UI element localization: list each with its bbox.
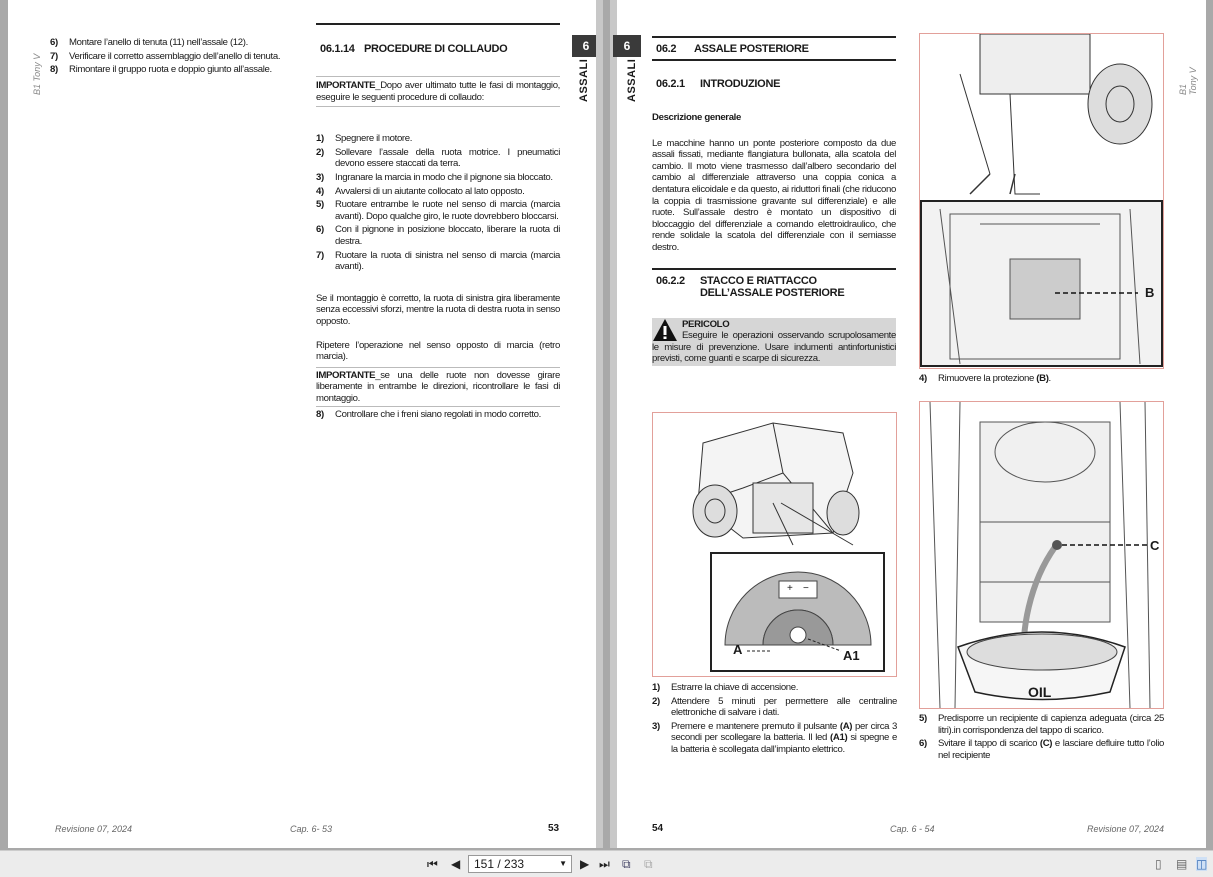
chapter-name: ASSALI (578, 58, 590, 102)
first-page-icon[interactable]: ⏮ (427, 857, 438, 871)
section-title: PROCEDURE DI COLLAUDO (364, 43, 508, 55)
subsection-heading (656, 275, 896, 299)
page-selector[interactable] (468, 855, 572, 873)
last-page-icon[interactable]: ⏭ (599, 857, 610, 871)
list-item (652, 696, 897, 719)
label-a: A (733, 642, 743, 657)
list-item (919, 373, 1051, 385)
section-heading (656, 43, 896, 55)
item-text: Controllare che i freni siano regolati in modo corretto. (335, 409, 541, 421)
disconnect-steps (652, 682, 897, 758)
important-label: IMPORTANTE (316, 369, 376, 381)
oil-drain-figure (919, 401, 1164, 709)
previous-page-icon[interactable]: ◀ (451, 857, 461, 871)
battery-switch-figure (652, 412, 897, 677)
important-note (316, 77, 560, 106)
drain-steps (919, 713, 1164, 763)
list-item (316, 186, 560, 198)
text: e lasciare defluire tutto l’olio nel recipiente (938, 738, 1164, 761)
warning-icon (652, 318, 678, 342)
page-54 (610, 0, 1206, 848)
item-text: Con il pignone in posizione bloccato, liberare la ruota di destra. (335, 224, 560, 247)
list-item (652, 721, 897, 756)
chapter-tab: 6 (613, 35, 641, 57)
item-number: 4) (316, 185, 324, 197)
warning-title: PERICOLO (682, 318, 730, 330)
single-page-view-icon[interactable]: ▯ (1155, 857, 1162, 871)
item-number: 8) (50, 64, 58, 76)
item-text: Rimontare il gruppo ruota e doppio giunto all’assale. (69, 64, 272, 76)
item-text: Montare l’anello di tenuta (11) nell’assale (12). (69, 37, 248, 48)
item-text (671, 721, 897, 756)
page-53 (8, 0, 603, 848)
item-text: Attendere 5 minuti per permettere alle centraline elettroniche di salvare i dati. (671, 695, 897, 719)
list-item (316, 199, 560, 222)
item-number: 5) (919, 713, 927, 724)
item-text: Ruotare entrambe le ruote nel senso di marcia (marcia avanti). Dopo qualche giro, le ruote dovrebbero bloccarsi. (335, 199, 560, 222)
item-number: 5) (316, 199, 324, 211)
text: per circa 3 secondi per scollegare la batteria. Il led (671, 720, 897, 744)
section-number: 06.1.14 (320, 43, 355, 55)
subsection-title: INTRODUZIONE (700, 78, 781, 90)
chapter-name: ASSALI (626, 58, 638, 102)
section-rule (316, 23, 560, 25)
ref: (A1) (830, 732, 848, 744)
two-page-view-icon[interactable]: ◫ (1196, 857, 1208, 871)
important-label: IMPORTANTE (316, 80, 376, 91)
list-item (50, 64, 300, 76)
text: Premere e mantenere premuto il pulsante (671, 720, 840, 732)
section-heading (320, 43, 560, 55)
page-number: 53 (548, 823, 560, 834)
oil-label: OIL (1028, 684, 1052, 700)
item-number: 2) (316, 146, 324, 158)
section-title: ASSALE POSTERIORE (694, 43, 809, 55)
ref: (C) (1039, 738, 1053, 750)
item-text: Ruotare la ruota di sinistra nel senso di marcia (marcia avanti). (335, 249, 560, 273)
plus-label: + (787, 583, 793, 594)
warning-text: Eseguire le operazioni osservando scrupolosamente le misure di prevenzione. Usare indumenti antinfortunistici previsti, come guanti e scarpe di sicurezza. (652, 330, 896, 365)
result-paragraph: Se il montaggio è corretto, la ruota di sinistra gira liberamente senza eccessivi sforzi, mentre la ruota di destra ruota in senso opposto. (316, 292, 560, 327)
footer-chapter: Cap. 6- 53 (290, 824, 333, 834)
label-a1: A1 (843, 648, 860, 663)
viewer-toolbar (0, 850, 1213, 877)
continuous-view-icon[interactable]: ▤ (1176, 857, 1188, 871)
list-item (50, 51, 300, 63)
side-label: B1 Tony V (1178, 67, 1198, 95)
item-number: 1) (316, 133, 324, 145)
text: Svitare il tappo di scarico (938, 738, 1040, 750)
list-item (316, 224, 560, 247)
subsection-heading (656, 78, 896, 90)
side-label: B1 Tony V (32, 53, 42, 95)
item-number: 4) (919, 373, 927, 384)
list-item (652, 682, 897, 694)
list-item (919, 713, 1164, 736)
item-number: 6) (50, 37, 58, 48)
ref: (A) (839, 720, 853, 732)
list-item (919, 738, 1164, 761)
list-item (316, 409, 560, 421)
section-number: 06.2 (656, 43, 677, 55)
subsection-number: 06.2.2 (656, 274, 685, 287)
description-text: Le macchine hanno un ponte posteriore composto da due assali fissati, mediante flangiatura bullonata, alla scatola del cambio. Il moto viene trasmesso dall’albero secondario del cambio al differenziale attraverso una coppia conica a dentatura elicoidale e da questo, ai riduttori finali (che riducono la coppia di trasmissione gravante sul differenziale) e alle ruote. Sull’assale destro è montato un dispositivo di bloccaggio del differenziale a comando elettroidraulico, che rende solidale la scatola del differenziale con il semiasse destro. (652, 137, 896, 253)
subsection-number: 06.2.1 (656, 78, 685, 90)
oil-drain-illustration (920, 402, 1163, 708)
assembly-list (50, 37, 300, 78)
footer-revision: Revisione 07, 2024 (55, 824, 133, 834)
item-text: Predisporre un recipiente di capienza adeguata (circa 25 litri).in corrispondenza del tappo di scarico. (938, 713, 1164, 736)
chapter-tab: 6 (572, 35, 600, 57)
subsection-title: STACCO E RIATTACCO DELL’ASSALE POSTERIORE (700, 274, 845, 299)
item-text: Ingranare la marcia in modo che il pignone sia bloccato. (335, 171, 553, 183)
danger-warning (652, 318, 896, 366)
repeat-paragraph: Ripetere l’operazione nel senso opposto di marcia (retro marcia). (316, 339, 560, 363)
item-number: 7) (316, 249, 324, 261)
label-c: C (1150, 538, 1160, 553)
important-note-2 (316, 368, 560, 407)
text: . (1048, 373, 1051, 384)
important-text: _Dopo aver ultimato tutte le fasi di montaggio, eseguire le seguenti procedure di collaudo: (316, 80, 560, 103)
copy-page-icon[interactable]: ⧉ (622, 857, 631, 871)
item-text (938, 373, 1051, 385)
ref: (B) (1036, 373, 1049, 384)
list-item (316, 250, 560, 273)
item-text: Verificare il corretto assemblaggio dell’anello di tenuta. (69, 50, 281, 62)
protection-figure (919, 33, 1164, 369)
label-b: B (1145, 285, 1155, 300)
item-number: 8) (316, 409, 324, 421)
item-number: 1) (652, 682, 660, 693)
item-number: 7) (50, 50, 58, 62)
item-number: 3) (652, 720, 660, 732)
test-steps (316, 133, 560, 273)
item-number: 6) (316, 224, 324, 236)
item-text: Spegnere il motore. (335, 133, 413, 145)
important-text: _se una delle ruote non dovesse girare liberamente in entrambe le direzioni, ricontrollare le fasi di montaggio. (316, 369, 560, 404)
rear-axle-illustration (920, 34, 1163, 368)
text: si spegne e la batteria è scollegata dall’impianto elettrico. (671, 732, 897, 755)
chevron-down-icon: ▼ (559, 859, 567, 868)
item-number: 3) (316, 171, 324, 183)
item-text: Avvalersi di un aiutante collocato al lato opposto. (335, 185, 525, 197)
list-item (50, 37, 300, 49)
item-number: 2) (652, 695, 660, 707)
next-page-icon[interactable]: ▶ (580, 857, 590, 871)
paste-page-icon[interactable]: ⧉ (644, 857, 653, 871)
minus-label: − (803, 583, 809, 594)
item-text: Estrarre la chiave di accensione. (671, 682, 799, 693)
item-text (938, 738, 1164, 761)
item-text: Sollevare l’assale della ruota motrice. I pneumatici devono essere staccati da terra. (335, 146, 560, 170)
description-heading: Descrizione generale (652, 112, 741, 123)
list-item (316, 172, 560, 184)
tractor-illustration (653, 413, 896, 676)
page-indicator: 151 / 233 (474, 857, 525, 871)
list-item (316, 147, 560, 170)
page-number: 54 (652, 823, 664, 834)
list-item (316, 133, 560, 145)
footer-revision: Revisione 07, 2024 (1087, 824, 1165, 834)
footer-chapter: Cap. 6 - 54 (890, 824, 935, 834)
text: Rimuovere la protezione (938, 373, 1037, 384)
item-number: 6) (919, 738, 927, 750)
